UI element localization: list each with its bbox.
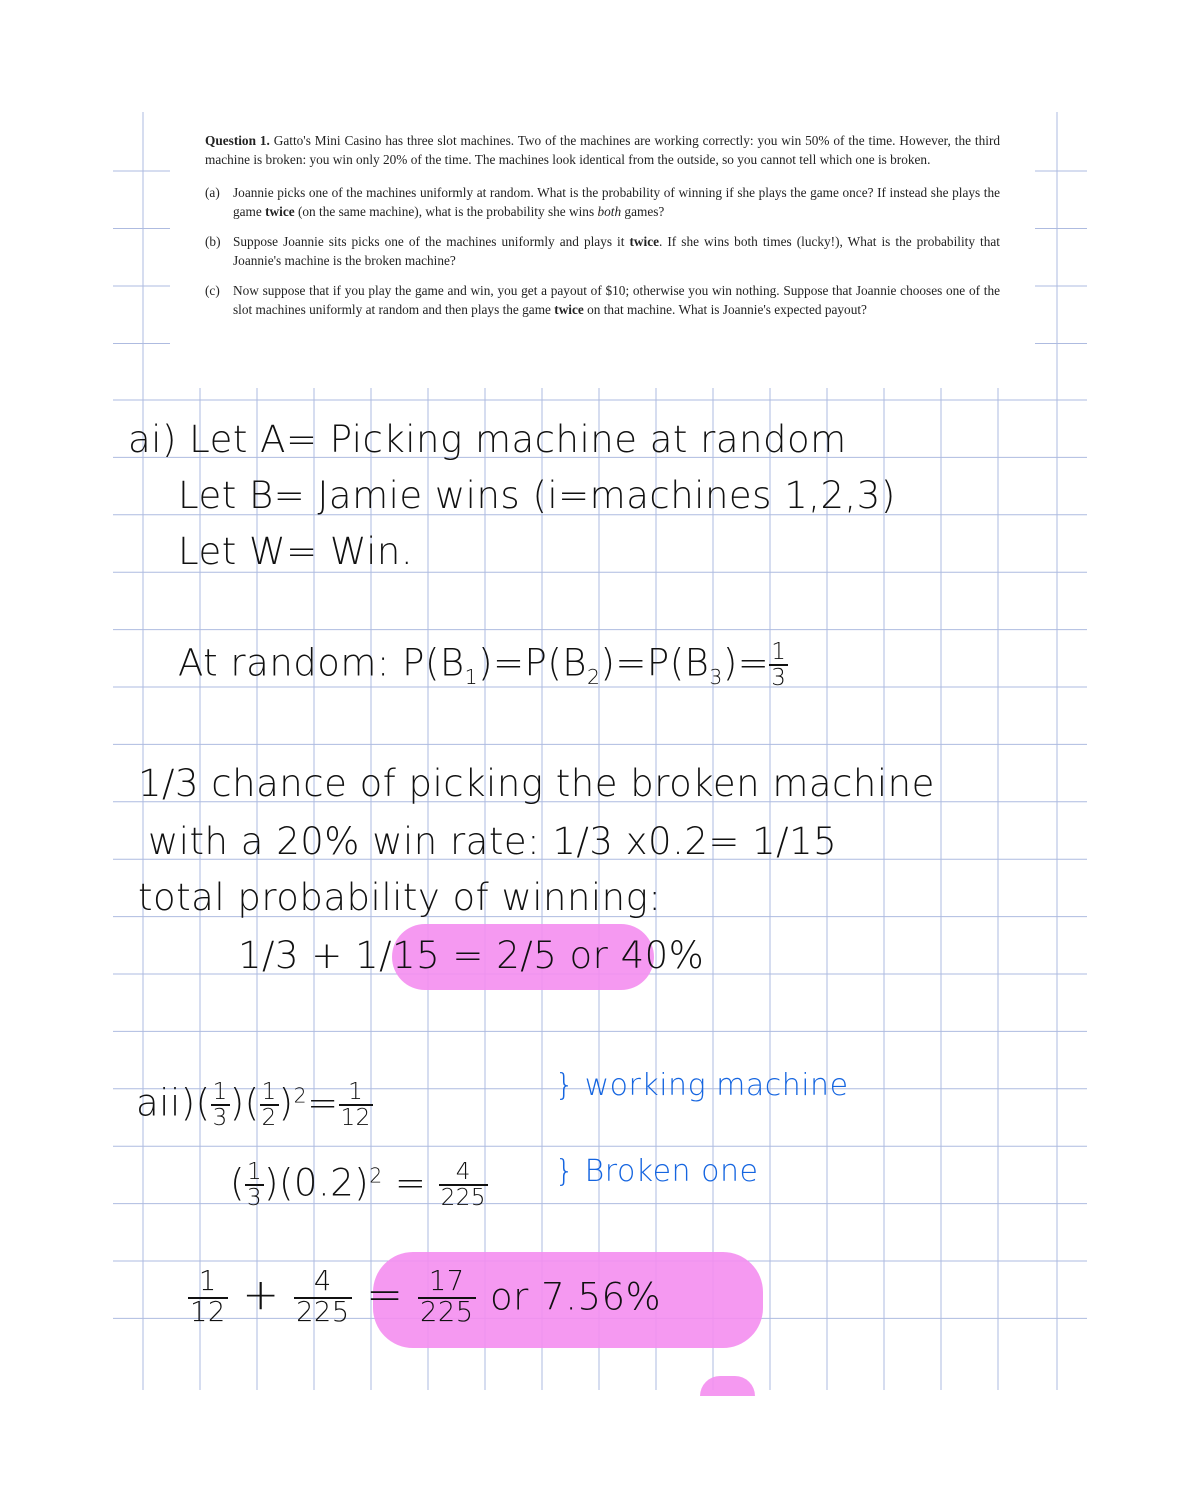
hw-text: 1/3 + 1/15 = [238, 934, 484, 977]
question-intro-text: Gatto's Mini Casino has three slot machines. Two of the machines are working correctly: you win 50% of the time. However, the third machine is broken: you win only 20% of the time. The machines look identical from the outside, so you cannot tell which one is broken. [205, 133, 1001, 167]
printed-question [205, 131, 1000, 330]
hw-note-text: Broken one [584, 1154, 759, 1189]
frac-num: 17 [418, 1268, 476, 1299]
frac-den: 3 [212, 1105, 228, 1132]
frac-num: 4 [294, 1268, 352, 1299]
hw-note-broken: } Broken one [555, 1154, 759, 1189]
hw-sub: 2 [587, 664, 601, 689]
hw-text: aii) [136, 1081, 196, 1125]
hw-exponent: 2 [369, 1163, 383, 1188]
hw-fraction [294, 1268, 352, 1327]
hw-fraction [418, 1268, 476, 1327]
hw-fraction [439, 1160, 488, 1210]
hw-total-line: total probability of winning: [138, 876, 662, 919]
part-text: (on the same machine), what is the probability she wins [294, 204, 598, 219]
question-intro [205, 131, 1000, 169]
part-label: (c) [205, 283, 220, 298]
part-bold: twice [265, 204, 295, 219]
hw-at-random [178, 640, 788, 690]
question-part-a [205, 183, 1000, 221]
hw-define-b: Let B= Jamie wins (i=machines 1,2,3) [178, 474, 896, 517]
frac-num: 1 [771, 639, 787, 665]
frac-num: 4 [439, 1160, 488, 1186]
hw-fraction [339, 1080, 373, 1130]
part-text: Suppose Joannie sits picks one of the machines uniformly and plays it [233, 234, 630, 249]
hw-fraction [211, 1080, 230, 1130]
hw-rate-line: with a 20% win rate: 1/3 x0.2= 1/15 [148, 820, 838, 863]
frac-den: 3 [771, 665, 787, 692]
part-text: Joannie picks one of the machines uniformly at random. What is the probability of winning if she plays the game once? If instead she plays the game [233, 185, 1000, 219]
hw-chance-line: 1/3 chance of picking the broken machine [138, 762, 935, 805]
hw-fraction [769, 640, 788, 690]
part-label: (a) [205, 185, 220, 200]
part-bold: twice [554, 302, 584, 317]
frac-num: 1 [212, 1079, 228, 1105]
hw-define-a: ai) Let A= Picking machine at random [128, 418, 847, 461]
frac-den: 225 [440, 1185, 486, 1212]
part-text: games? [621, 204, 665, 219]
question-heading: Question 1. [205, 133, 270, 148]
hw-text: = [394, 1161, 427, 1205]
hw-text: + [242, 1269, 280, 1321]
frac-den: 3 [246, 1185, 263, 1212]
part-text: . If she wins both times (lucky!), What is the probability that Joannie's machine is the broken machine? [233, 234, 1000, 268]
frac-den: 12 [190, 1296, 226, 1328]
question-part-c [205, 281, 1000, 319]
hw-text: = [366, 1269, 404, 1321]
frac-den: 12 [340, 1105, 371, 1132]
hw-text: (0.2) [278, 1161, 370, 1205]
highlight-cut-off [700, 1376, 755, 1396]
part-italic: both [597, 204, 622, 219]
frac-num: 1 [188, 1268, 228, 1299]
question-part-b [205, 232, 1000, 270]
hw-fraction [188, 1268, 228, 1327]
frac-den: 225 [296, 1296, 350, 1328]
frac-num: 1 [339, 1080, 373, 1106]
frac-den: 225 [420, 1296, 474, 1328]
hw-define-w: Let W= Win. [178, 530, 414, 573]
hw-sub: 1 [464, 664, 479, 689]
hw-aii-broken: ( $\frac{1}{3}$ )$(0.2)^2$ = $\frac{4}{225}$ [230, 1159, 486, 1212]
part-label: (b) [205, 234, 221, 249]
hw-sub: 3 [709, 664, 723, 689]
hw-exponent: 2 [293, 1083, 308, 1108]
hw-sum-line [238, 934, 704, 977]
part-text: on that machine. What is Joannie's expected payout? [583, 302, 867, 317]
frac-num: 1 [246, 1159, 263, 1185]
hw-answer-40: 2/5 or 40% [496, 934, 705, 977]
hw-text: )= [722, 641, 770, 685]
part-bold: twice [629, 234, 660, 249]
frac-den: 2 [261, 1105, 277, 1132]
hw-text: At random: P(B [178, 641, 465, 685]
hw-note-text: working machine [584, 1068, 849, 1103]
hw-fraction [260, 1080, 279, 1130]
hw-text: = [307, 1081, 339, 1125]
part-text: Now suppose that if you play the game and win, you get a payout of $10; otherwise you win nothing. Suppose that Joannie chooses one of the slot machines uniformly at random and then plays the game [233, 283, 1000, 317]
hw-fraction [245, 1160, 264, 1210]
hw-final-sum [188, 1268, 661, 1327]
hw-note-working: } working machine [555, 1068, 849, 1103]
frac-num: 1 [261, 1079, 277, 1105]
hw-answer-7-56: or 7.56% [490, 1275, 662, 1319]
hw-text: )=P(B [478, 641, 588, 685]
hw-aii-working: aii)( $\frac{1}{3}$ )( $\frac{1}{2}$ )$^2$= $\frac{1}{12}$ [136, 1079, 371, 1132]
hw-text: )=P(B [600, 641, 710, 685]
